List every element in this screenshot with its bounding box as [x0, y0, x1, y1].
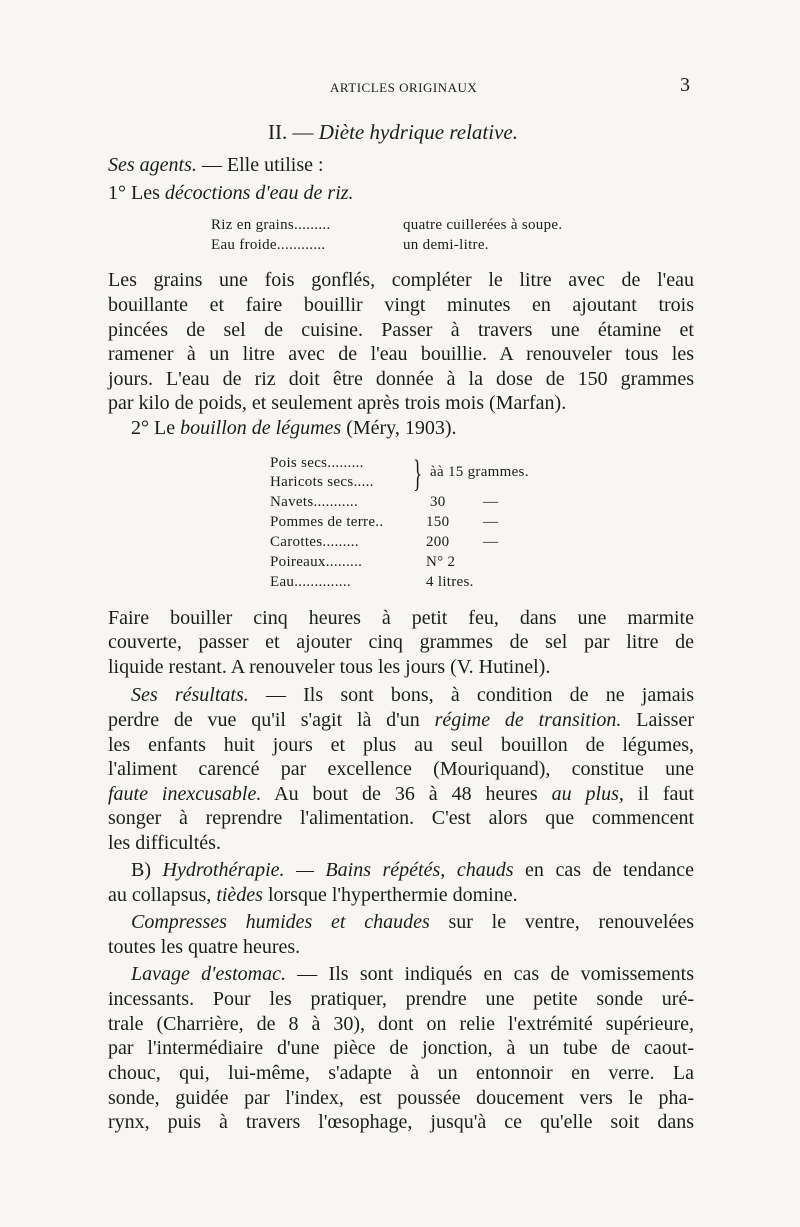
veg-row-name: Navets........... [270, 494, 359, 510]
veg-row-name: Haricots secs..... [270, 474, 374, 490]
page-number: 3 [680, 74, 690, 96]
veg-row-qty: 30 [430, 494, 446, 510]
results-line: faute inexcusable. Au bout de 36 à 48 heures au plus, il faut [108, 783, 694, 805]
para2-line: Faire bouiller cinq heures à petit feu, dans une marmite [108, 607, 694, 629]
veg-row-dash: — [483, 534, 499, 550]
hydro-line: au collapsus, tièdes lorsque l'hyperthermie domine. [108, 884, 518, 906]
veg-row-name: Eau.............. [270, 574, 351, 590]
lavage-line: Lavage d'estomac. — Ils sont indiqués en cas de vomissements [131, 963, 694, 985]
para2-line: couverte, passer et ajouter cinq grammes de sel par litre de [108, 631, 694, 653]
compresses-line: toutes les quatre heures. [108, 936, 301, 958]
compresses-line: Compresses humides et chaudes sur le ventre, renouvelées [131, 911, 695, 933]
intro-line: Ses agents. — Elle utilise : [108, 154, 324, 176]
para2-line: liquide restant. A renouveler tous les jours (V. Hutinel). [108, 656, 551, 678]
para1-line: jours. L'eau de riz doit être donnée à la dose de 150 grammes [108, 368, 694, 390]
results-line: songer à reprendre l'alimentation. C'est alors que commencent [108, 807, 694, 829]
results-line: Ses résultats. — Ils sont bons, à condition de ne jamais [131, 684, 694, 706]
veg-row-qty: 4 litres. [426, 574, 474, 590]
hydro-line: B) Hydrothérapie. — Bains répétés, chauds en cas de tendance [131, 859, 695, 881]
lavage-line: sonde, guidée par l'index, est poussée doucement vers le pha- [108, 1087, 694, 1109]
results-line: l'aliment carencé par excellence (Mouriquand), constitue une [108, 758, 694, 780]
veg-row-dash: — [483, 494, 499, 510]
para1-line: Les grains une fois gonflés, compléter le litre avec de l'eau [108, 269, 694, 291]
veg-row-qty: 200 [426, 534, 450, 550]
veg-brace-qty: àà 15 grammes. [430, 464, 529, 480]
lavage-line: incessants. Pour les pratiquer, prendre une petite sonde uré- [108, 988, 694, 1010]
section-title-text: Diète hydrique relative. [318, 120, 518, 144]
section-title: II. — Diète hydrique relative. [268, 120, 518, 144]
para1-line: ramener à un litre avec de l'eau bouillie. A renouveler tous les [108, 343, 694, 365]
results-line: les difficultés. [108, 832, 221, 854]
veg-row-name: Pommes de terre.. [270, 514, 384, 530]
rice-row-name: Eau froide............ [211, 237, 326, 253]
results-line: les enfants huit jours et plus au seul bouillon de légumes, [108, 734, 694, 756]
para1-line: bouillante et faire bouillir vingt minutes en ajoutant trois [108, 294, 694, 316]
lavage-line: trale (Charrière, de 8 à 30), dont on relie l'extrémité supérieure, [108, 1013, 694, 1035]
rice-row-name: Riz en grains......... [211, 217, 331, 233]
rice-row-qty: un demi-litre. [403, 237, 489, 253]
veg-row-dash: — [483, 514, 499, 530]
results-line: perdre de vue qu'il s'agit là d'un régime de transition. Laisser [108, 709, 694, 731]
para1-line: par kilo de poids, et seulement après trois mois (Marfan). [108, 392, 567, 414]
veg-row-qty: N° 2 [426, 554, 456, 570]
veg-row-qty: 150 [426, 514, 450, 530]
rice-row-qty: quatre cuillerées à soupe. [403, 217, 563, 233]
veg-row-name: Pois secs......... [270, 455, 364, 471]
lavage-line: chouc, qui, lui-même, s'adapte à un entonnoir en verre. La [108, 1062, 694, 1084]
lavage-line: par l'intermédiaire d'une pièce de jonction, à un tube de caout- [108, 1037, 694, 1059]
para1-line: pincées de sel de cuisine. Passer à travers une étamine et [108, 319, 694, 341]
running-head: ARTICLES ORIGINAUX [330, 80, 478, 95]
table-brace: } [413, 453, 423, 495]
item2-heading: 2° Le bouillon de légumes (Méry, 1903). [131, 417, 457, 439]
item1-heading: 1° Les décoctions d'eau de riz. [108, 182, 354, 204]
veg-row-name: Poireaux......... [270, 554, 363, 570]
lavage-line: rynx, puis à travers l'œsophage, jusqu'à ce qu'elle soit dans [108, 1111, 694, 1133]
veg-row-name: Carottes......... [270, 534, 359, 550]
